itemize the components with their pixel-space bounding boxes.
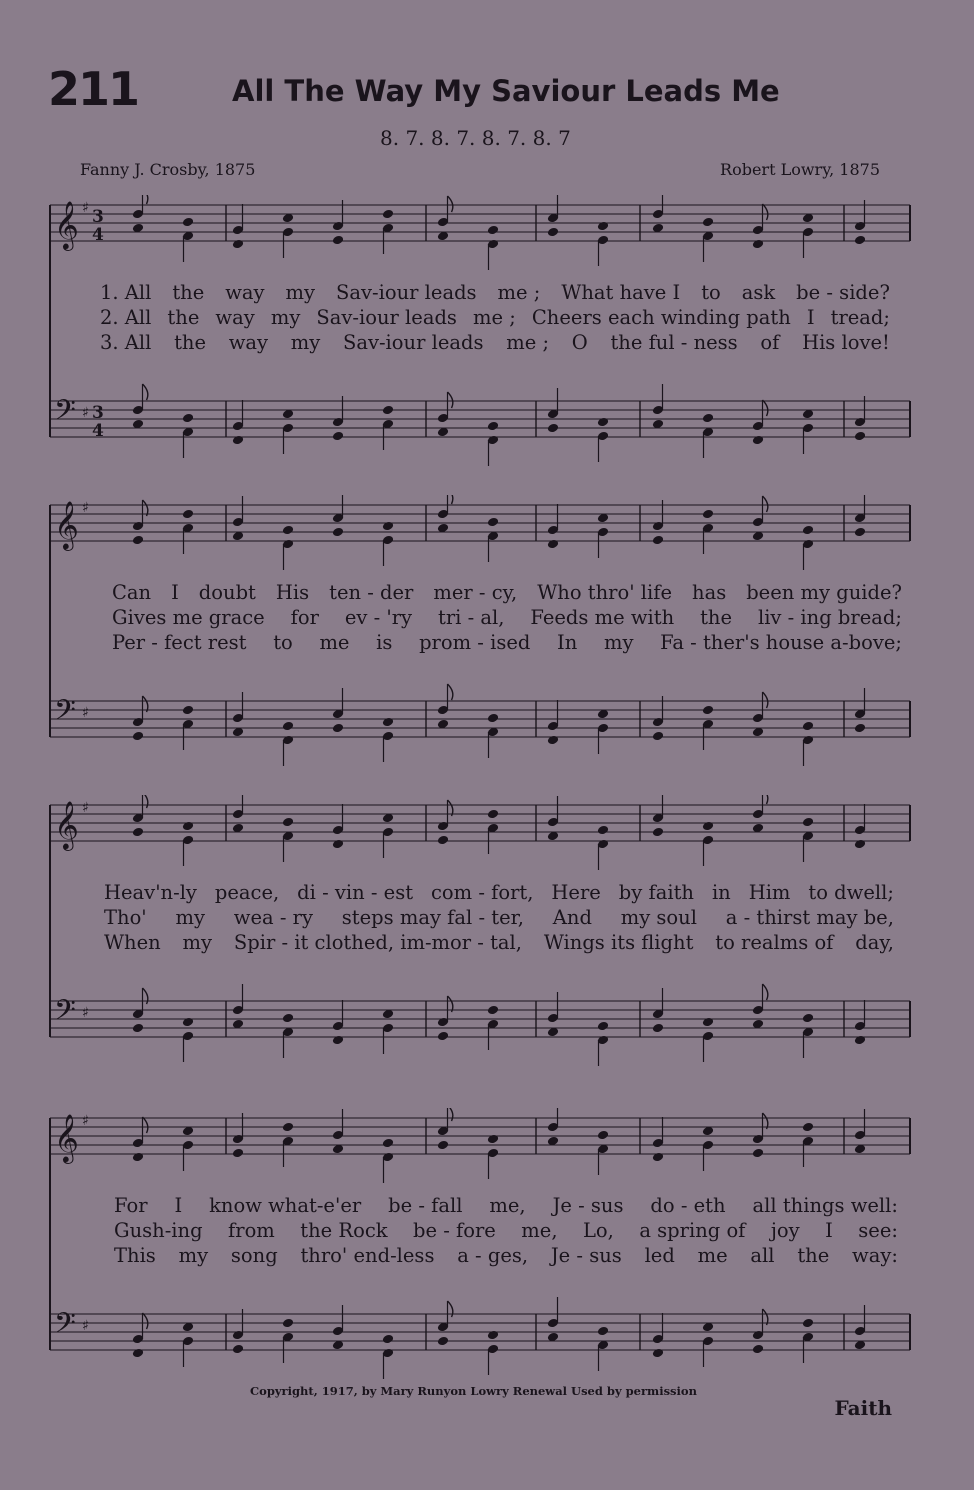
note-icon	[597, 1130, 609, 1141]
lyric-syllable: me ;	[497, 281, 541, 304]
treble-clef-icon: 𝄞	[54, 200, 79, 249]
note-icon	[132, 731, 144, 742]
lyric-syllable: me ;	[506, 331, 550, 354]
lyric-syllable: Here	[551, 881, 601, 904]
sharp-icon: ♯	[82, 200, 89, 216]
note-icon	[382, 209, 394, 220]
lyric-syllable: day,	[855, 931, 894, 954]
note-icon	[232, 1148, 244, 1159]
lyric-syllable: to dwell;	[808, 881, 894, 904]
note-icon	[854, 527, 866, 538]
verse-line	[112, 606, 902, 630]
note-icon	[282, 1122, 294, 1133]
note-icon	[437, 1140, 449, 1151]
note-icon	[132, 827, 144, 838]
lyric-syllable: 1. All	[100, 281, 152, 304]
lyric-syllable: His love!	[802, 331, 890, 354]
lyric-syllable: ask	[741, 281, 776, 304]
note-icon	[487, 517, 499, 528]
note-icon	[752, 1148, 764, 1159]
note-icon	[547, 735, 559, 746]
lyric-syllable: com - fort,	[431, 881, 534, 904]
note-icon	[487, 1134, 499, 1145]
lyric-syllable: song	[230, 1244, 278, 1267]
bass-staff	[50, 684, 910, 766]
bass-staff	[50, 984, 910, 1066]
verse-line	[114, 1244, 898, 1268]
hymn-number: 211	[48, 62, 139, 116]
note-icon	[802, 721, 814, 732]
lyric-syllable: from	[228, 1219, 275, 1242]
note-icon	[437, 1031, 449, 1042]
bass-staff	[50, 1297, 910, 1379]
lyric-syllable: ev - 'ry	[344, 606, 413, 629]
lyric-syllable: be - side?	[796, 281, 890, 304]
lyric-syllable: by faith	[618, 881, 694, 904]
time-signature-icon: 3	[92, 403, 104, 423]
lyric-syllable: a - ges,	[457, 1244, 529, 1267]
lyric-syllable: in	[711, 881, 731, 904]
note-icon	[182, 509, 194, 520]
note-icon	[597, 417, 609, 428]
note-icon	[802, 525, 814, 536]
lyric-syllable: Tho'	[104, 906, 147, 929]
note-icon	[802, 1013, 814, 1024]
note-icon	[282, 1013, 294, 1024]
note-icon	[597, 825, 609, 836]
lyric-syllable: has	[692, 581, 727, 604]
verse-line	[100, 331, 890, 355]
treble-staff	[50, 795, 910, 870]
lyric-syllable: the Rock	[300, 1219, 388, 1242]
note-icon	[282, 525, 294, 536]
note-icon	[182, 705, 194, 716]
treble-clef-icon: 𝄞	[54, 1113, 79, 1162]
lyric-syllable: In	[557, 631, 578, 654]
note-icon	[332, 235, 344, 246]
lyric-syllable: my	[285, 281, 316, 304]
note-icon	[332, 1035, 344, 1046]
lyric-syllable: see:	[858, 1219, 898, 1242]
note-icon	[487, 1330, 499, 1341]
note-icon	[487, 225, 499, 236]
note-icon	[854, 431, 866, 442]
composer-credit: Robert Lowry, 1875	[720, 160, 880, 179]
lyric-syllable: joy	[770, 1219, 800, 1242]
lyric-syllable: to realms of	[715, 931, 834, 954]
sharp-icon: ♯	[82, 1113, 89, 1129]
lyric-syllable: O	[571, 331, 588, 354]
note-icon	[332, 839, 344, 850]
lyric-syllable: I	[806, 306, 815, 329]
note-icon	[382, 521, 394, 532]
note-icon	[854, 235, 866, 246]
note-icon	[282, 1318, 294, 1329]
note-icon	[132, 1152, 144, 1163]
note-icon	[382, 405, 394, 416]
note-icon	[487, 1005, 499, 1016]
lyric-syllable: Feeds me with	[530, 606, 675, 629]
bass-clef-icon: 𝄢	[54, 994, 76, 1034]
music-system	[48, 1108, 912, 1398]
note-icon	[547, 423, 559, 434]
lyric-syllable: Spir - it clothed, im-mor - tal,	[233, 931, 522, 954]
note-icon	[702, 217, 714, 228]
note-icon	[132, 1348, 144, 1359]
sharp-icon: ♯	[82, 500, 89, 516]
lyric-syllable: I	[825, 1219, 833, 1242]
note-icon	[132, 535, 144, 546]
verse-line	[112, 581, 902, 605]
copyright-notice: Copyright, 1917, by Mary Runyon Lowry Renewal Used by permission	[250, 1384, 697, 1398]
lyric-syllable: Wings its flight	[543, 931, 694, 954]
lyric-syllable: me,	[521, 1219, 558, 1242]
lyric-syllable: my	[178, 1244, 209, 1267]
lyric-syllable: to	[701, 281, 721, 304]
lyric-syllable: all	[750, 1244, 775, 1267]
lyric-syllable: doubt	[198, 581, 256, 604]
note-icon	[547, 539, 559, 550]
note-icon	[702, 1017, 714, 1028]
bass-clef-icon: 𝄢	[54, 394, 76, 434]
note-icon	[182, 413, 194, 424]
lyric-syllable: be - fall	[388, 1194, 463, 1217]
lyric-syllable: is	[376, 631, 393, 654]
verse-line	[100, 306, 890, 330]
lyric-syllable: Who thro' life	[537, 581, 673, 604]
lyric-syllable: me	[697, 1244, 728, 1267]
treble-staff	[50, 195, 910, 270]
note-icon	[752, 239, 764, 250]
lyric-syllable: wea - ry	[233, 906, 313, 929]
lyric-syllable: 3. All	[100, 331, 152, 354]
lyric-syllable: for	[290, 606, 319, 629]
lyric-syllable: way	[228, 331, 269, 354]
note-icon	[437, 1336, 449, 1347]
lyric-syllable: way	[215, 306, 255, 329]
note-icon	[232, 239, 244, 250]
time-signature-icon: 3	[92, 207, 104, 227]
note-icon	[597, 1021, 609, 1032]
music-system	[48, 795, 912, 1085]
verse-line	[104, 931, 894, 955]
verse-line	[112, 631, 902, 655]
time-signature-icon: 4	[92, 225, 104, 245]
lyric-syllable: to	[273, 631, 293, 654]
lyric-syllable: all things well:	[752, 1194, 898, 1217]
lyric-syllable: a spring of	[639, 1219, 746, 1242]
note-icon	[332, 527, 344, 538]
lyric-syllable: mer - cy,	[433, 581, 518, 604]
lyric-syllable: Heav'n-ly	[104, 881, 197, 904]
lyric-syllable: Je - sus	[550, 1244, 622, 1267]
lyric-syllable: me	[319, 631, 350, 654]
lyric-syllable: way	[225, 281, 265, 304]
lyric-syllable: of	[760, 331, 780, 354]
treble-clef-icon: 𝄞	[54, 800, 79, 849]
lyric-syllable: the	[174, 331, 206, 354]
lyric-syllable: do - eth	[650, 1194, 726, 1217]
bass-staff	[50, 384, 910, 466]
meter: 8. 7. 8. 7. 8. 7. 8. 7	[380, 126, 571, 150]
lyric-syllable: be - fore	[413, 1219, 496, 1242]
lyric-syllable: steps may fal - ter,	[341, 906, 524, 929]
lyric-syllable: Fa - ther's house a-bove;	[660, 631, 902, 654]
note-icon	[232, 435, 244, 446]
lyric-syllable: For	[114, 1194, 148, 1217]
lyric-syllable: thro' end-less	[300, 1244, 435, 1267]
note-icon	[702, 821, 714, 832]
treble-staff	[50, 495, 910, 570]
lyric-syllable: my	[270, 306, 301, 329]
verse-line	[104, 881, 894, 905]
note-icon	[854, 723, 866, 734]
lyric-syllable: my	[182, 931, 213, 954]
lyric-syllable: di - vin - est	[297, 881, 414, 904]
note-icon	[702, 413, 714, 424]
note-icon	[182, 821, 194, 832]
note-icon	[487, 713, 499, 724]
lyric-syllable: my	[175, 906, 205, 929]
lyric-syllable: When	[104, 931, 161, 954]
lyric-syllable: me,	[489, 1194, 526, 1217]
lyric-syllable: Sav-iour leads	[342, 331, 484, 354]
note-icon	[382, 717, 394, 728]
treble-clef-icon: 𝄞	[54, 500, 79, 549]
note-icon	[232, 1344, 244, 1355]
verse-line	[100, 281, 890, 305]
lyric-syllable: liv - ing bread;	[757, 606, 902, 629]
lyric-syllable: 2. All	[100, 306, 152, 329]
lyric-syllable: my	[603, 631, 634, 654]
lyric-syllable: ten - der	[329, 581, 414, 604]
lyric-syllable: Gush-ing	[114, 1219, 203, 1242]
lyric-syllable: prom - ised	[419, 631, 531, 654]
music-system	[48, 195, 912, 485]
lyric-syllable: way:	[852, 1244, 898, 1267]
lyric-syllable: Can	[112, 581, 152, 604]
sharp-icon: ♯	[82, 705, 89, 721]
note-icon	[547, 227, 559, 238]
lyric-syllable: my soul	[620, 906, 697, 929]
note-icon	[854, 1035, 866, 1046]
music-system	[48, 495, 912, 785]
lyric-syllable: Sav-iour leads	[316, 306, 457, 329]
lyric-syllable: Gives me grace	[112, 606, 265, 629]
verse-line	[114, 1194, 898, 1218]
lyric-syllable: His	[275, 581, 310, 604]
lyric-syllable: Him	[748, 881, 791, 904]
lyric-syllable: Lo,	[582, 1219, 614, 1242]
lyric-syllable: peace,	[214, 881, 280, 904]
verse-line	[104, 906, 894, 930]
hymn-title: All The Way My Saviour Leads Me	[232, 74, 780, 108]
note-icon	[332, 431, 344, 442]
note-icon	[182, 1017, 194, 1028]
note-icon	[282, 817, 294, 828]
topic-label: Faith	[834, 1396, 892, 1420]
sharp-icon: ♯	[82, 800, 89, 816]
lyric-syllable: tri - al,	[438, 606, 505, 629]
note-icon	[802, 1318, 814, 1329]
lyric-syllable: the	[797, 1244, 830, 1267]
time-signature-icon: 4	[92, 421, 104, 441]
note-icon	[437, 835, 449, 846]
note-icon	[597, 221, 609, 232]
lyric-syllable: I	[171, 581, 179, 604]
note-icon	[382, 1138, 394, 1149]
note-icon	[652, 1348, 664, 1359]
sharp-icon: ♯	[82, 1318, 89, 1334]
lyric-syllable: the ful - ness	[610, 331, 738, 354]
lyric-syllable: the	[172, 281, 205, 304]
note-icon	[802, 817, 814, 828]
bass-clef-icon: 𝄢	[54, 694, 76, 734]
note-icon	[382, 1334, 394, 1345]
lyric-syllable: And	[552, 906, 592, 929]
note-icon	[752, 435, 764, 446]
lyric-syllable: a - thirst may be,	[725, 906, 894, 929]
lyric-syllable: know what-e'er	[209, 1194, 362, 1217]
lyric-syllable: Cheers each winding path	[531, 306, 791, 329]
note-icon	[652, 731, 664, 742]
note-icon	[854, 839, 866, 850]
note-icon	[652, 535, 664, 546]
lyric-syllable: This	[114, 1244, 156, 1267]
note-icon	[132, 1023, 144, 1034]
lyric-syllable: tread;	[830, 306, 890, 329]
lyric-syllable: the	[700, 606, 733, 629]
note-icon	[652, 1152, 664, 1163]
lyric-syllable: led	[644, 1244, 675, 1267]
note-icon	[802, 1122, 814, 1133]
lyric-syllable: me ;	[473, 306, 516, 329]
note-icon	[702, 509, 714, 520]
note-icon	[487, 809, 499, 820]
lyric-syllable: Sav-iour leads	[336, 281, 477, 304]
lyric-syllable: I	[174, 1194, 183, 1217]
lyric-syllable: What have I	[561, 281, 681, 304]
note-icon	[702, 705, 714, 716]
note-icon	[652, 827, 664, 838]
bass-clef-icon: 𝄢	[54, 1307, 76, 1347]
sharp-icon: ♯	[82, 405, 89, 421]
note-icon	[182, 217, 194, 228]
lyric-syllable: the	[167, 306, 200, 329]
note-icon	[597, 1326, 609, 1337]
lyric-syllable: Per - fect rest	[112, 631, 247, 654]
lyric-syllable: been my guide?	[746, 581, 902, 604]
author-credit: Fanny J. Crosby, 1875	[80, 160, 256, 179]
note-icon	[487, 421, 499, 432]
sharp-icon: ♯	[82, 1005, 89, 1021]
note-icon	[282, 721, 294, 732]
treble-staff	[50, 1108, 910, 1183]
lyric-syllable: Je - sus	[552, 1194, 624, 1217]
lyric-syllable: my	[290, 331, 321, 354]
verse-line	[114, 1219, 898, 1243]
note-icon	[652, 1023, 664, 1034]
note-icon	[332, 723, 344, 734]
note-icon	[752, 1344, 764, 1355]
